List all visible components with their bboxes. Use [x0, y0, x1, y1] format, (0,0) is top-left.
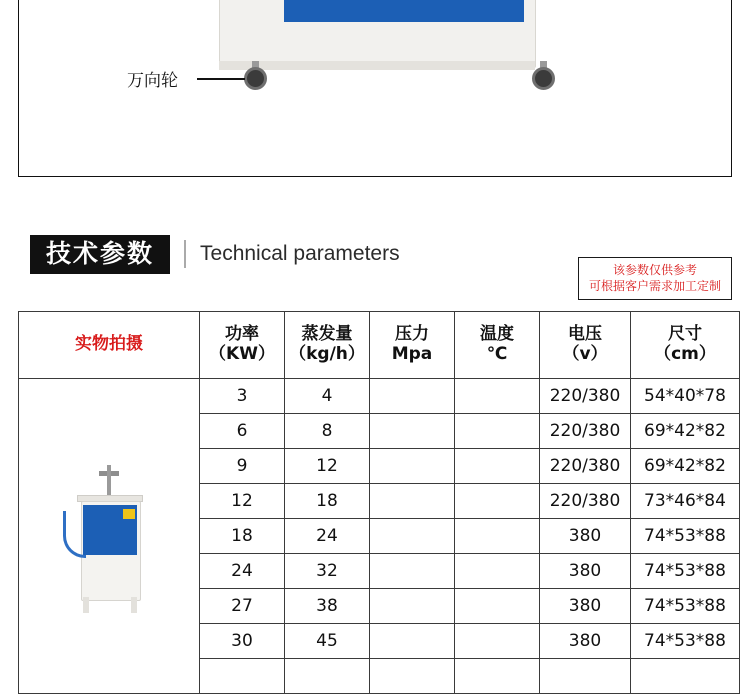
- section-title-badge: 技术参数: [30, 235, 170, 274]
- cell-evaporation: 18: [285, 484, 370, 519]
- cell-voltage: 220/380: [540, 484, 631, 519]
- cell-evaporation: 32: [285, 554, 370, 589]
- cell-voltage: 380: [540, 519, 631, 554]
- cell-size: 73*46*84: [631, 484, 740, 519]
- header-voltage: [540, 312, 631, 379]
- cell-voltage: 220/380: [540, 379, 631, 414]
- parameter-note-box: [578, 257, 732, 300]
- technical-parameters-table: [18, 311, 740, 694]
- cell-pressure: [370, 659, 455, 694]
- header-evaporation-sub: （kg/h）: [289, 344, 365, 364]
- callout-label-caster: 万向轮: [127, 71, 178, 91]
- cell-pressure: [370, 414, 455, 449]
- table-body: [19, 379, 740, 694]
- cell-pressure: [370, 554, 455, 589]
- cell-power: 12: [200, 484, 285, 519]
- cell-temperature: [455, 519, 540, 554]
- header-voltage-sub: （v）: [562, 344, 608, 364]
- cell-voltage: 380: [540, 554, 631, 589]
- cell-pressure: [370, 449, 455, 484]
- note-line-2: 可根据客户需求加工定制: [588, 279, 721, 294]
- cell-size: 74*53*88: [631, 554, 740, 589]
- cell-power: [200, 659, 285, 694]
- header-temperature-main: 温度: [480, 324, 514, 345]
- cell-size: 74*53*88: [631, 589, 740, 624]
- cell-temperature: [455, 449, 540, 484]
- cell-voltage: 220/380: [540, 414, 631, 449]
- cell-evaporation: [285, 659, 370, 694]
- cell-pressure: [370, 589, 455, 624]
- cell-temperature: [455, 589, 540, 624]
- cell-evaporation: 45: [285, 624, 370, 659]
- cell-power: 18: [200, 519, 285, 554]
- machine-base-shadow: [219, 61, 535, 70]
- cell-evaporation: 4: [285, 379, 370, 414]
- cell-size: 69*42*82: [631, 449, 740, 484]
- cell-pressure: [370, 624, 455, 659]
- cell-temperature: [455, 484, 540, 519]
- cell-size: [631, 659, 740, 694]
- cell-pressure: [370, 379, 455, 414]
- cell-power: 6: [200, 414, 285, 449]
- caster-wheel-right: [532, 67, 555, 90]
- thumbnail-yellow-label: [123, 509, 135, 519]
- header-evaporation-main: 蒸发量: [301, 324, 353, 345]
- cell-temperature: [455, 624, 540, 659]
- cell-pressure: [370, 484, 455, 519]
- cell-size: 54*40*78: [631, 379, 740, 414]
- header-power: [200, 312, 285, 379]
- cell-power: 9: [200, 449, 285, 484]
- caster-wheel-left: [244, 67, 267, 90]
- cell-size: 74*53*88: [631, 624, 740, 659]
- callout-leader-line: [197, 78, 245, 80]
- header-photo: [19, 312, 200, 379]
- cell-power: 30: [200, 624, 285, 659]
- cell-voltage: [540, 659, 631, 694]
- thumbnail-leg-right: [131, 597, 137, 613]
- cell-power: 3: [200, 379, 285, 414]
- table-header-row: [19, 312, 740, 379]
- cell-temperature: [455, 659, 540, 694]
- table-header: [19, 312, 740, 379]
- note-line-1: 该参数仅供参考: [612, 263, 697, 277]
- header-size-sub: （cm）: [654, 344, 716, 364]
- cell-evaporation: 38: [285, 589, 370, 624]
- cell-temperature: [455, 414, 540, 449]
- header-temperature-sub: ℃: [486, 344, 508, 364]
- thumbnail-leg-left: [83, 597, 89, 613]
- section-title: [30, 233, 400, 275]
- machine-blue-door: [284, 0, 524, 22]
- cell-voltage: 380: [540, 589, 631, 624]
- cell-power: 24: [200, 554, 285, 589]
- cell-size: 74*53*88: [631, 519, 740, 554]
- cell-voltage: 220/380: [540, 449, 631, 484]
- header-voltage-main: 电压: [568, 324, 602, 345]
- header-size-main: 尺寸: [668, 324, 702, 345]
- product-thumbnail: [19, 379, 199, 693]
- header-pressure: [370, 312, 455, 379]
- cell-temperature: [455, 379, 540, 414]
- cell-pressure: [370, 519, 455, 554]
- title-divider: [184, 240, 186, 268]
- header-photo-main: 实物拍摄: [75, 334, 143, 355]
- header-size: [631, 312, 740, 379]
- header-temperature: [455, 312, 540, 379]
- thumbnail-pipe: [107, 465, 111, 495]
- header-pressure-main: 压力: [395, 324, 429, 345]
- cell-evaporation: 12: [285, 449, 370, 484]
- header-power-sub: （KW）: [209, 344, 275, 364]
- cell-temperature: [455, 554, 540, 589]
- product-photo-panel: [18, 0, 732, 177]
- cell-evaporation: 24: [285, 519, 370, 554]
- cell-evaporation: 8: [285, 414, 370, 449]
- header-pressure-sub: Mpa: [391, 344, 433, 364]
- cell-power: 27: [200, 589, 285, 624]
- header-power-main: 功率: [225, 324, 259, 345]
- thumbnail-hose: [63, 511, 86, 558]
- cell-voltage: 380: [540, 624, 631, 659]
- table-row: [19, 379, 740, 414]
- section-title-english: Technical parameters: [200, 242, 400, 265]
- product-thumbnail-cell: [19, 379, 200, 694]
- header-evaporation: [285, 312, 370, 379]
- cell-size: 69*42*82: [631, 414, 740, 449]
